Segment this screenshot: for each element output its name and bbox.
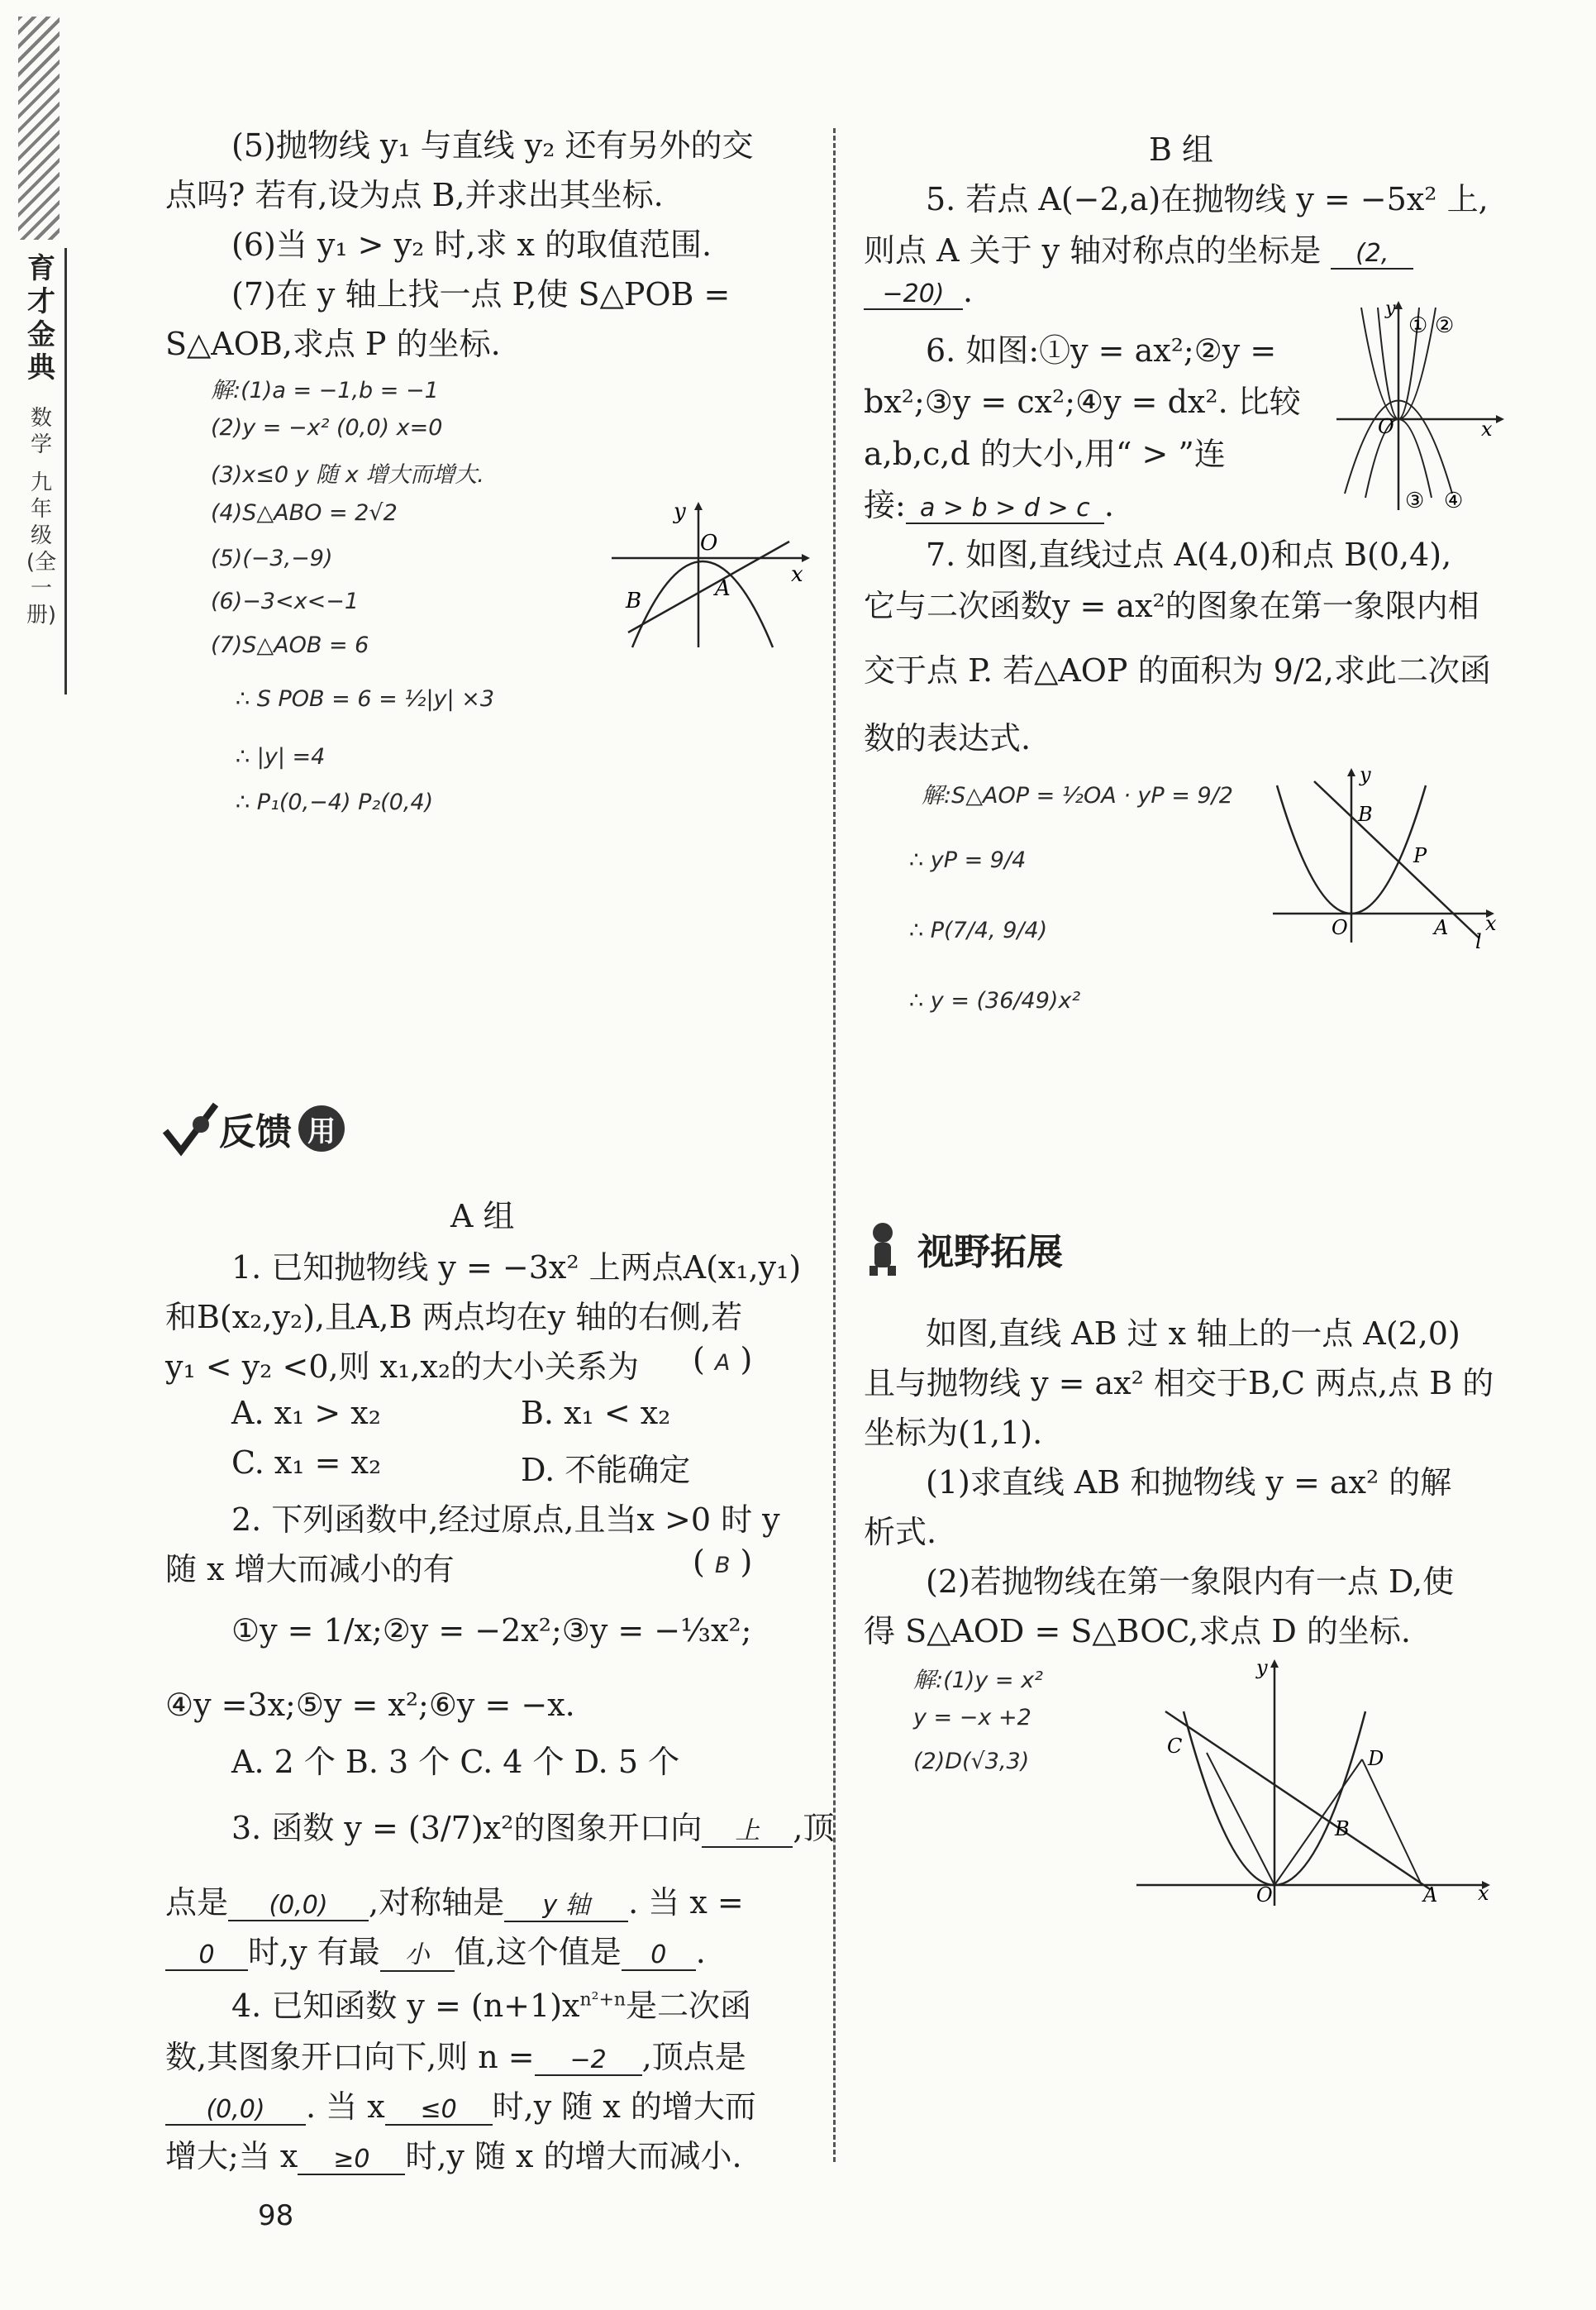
expand-line1: 如图,直线 AB 过 x 轴上的一点 A(2,0) [926,1315,1460,1352]
svg-text:A: A [1423,1883,1438,1907]
graph-expand [1132,1654,1504,1910]
graph-label-a: A [715,576,731,601]
page-number: 98 [258,2199,294,2232]
svg-text:④: ④ [1444,489,1464,513]
svg-text:①: ① [1408,313,1428,338]
a-q3-answer-1: 上 [702,1810,793,1848]
b-q5-line2: 则点 A 关于 y 轴对称点的坐标是 (2, [864,225,1413,270]
a-q4-line4: 增大;当 x ≥0 时,y 随 x 的增大而减小. [165,2138,742,2174]
a-q2-funcs-line2: ④y =3x;⑤y = x²;⑥y = −x. [165,1687,575,1723]
a-q4-answer-3: ≤0 [385,2095,493,2126]
a-q3-line3: 0 时,y 有最 小 值,这个值是 0 . [165,1926,706,1972]
b-q7-line2: 它与二次函数y = ax²的图象在第一象限内相 [864,588,1479,624]
svg-text:②: ② [1435,313,1455,338]
a-q3-answer-2: (0,0) [228,1891,369,1921]
a-q1-line2: 和B(x₂,y₂),且A,B 两点均在y 轴的右侧,若 [165,1299,743,1335]
a-q1-option-d: D. 不能确定 [521,1452,691,1488]
group-b-heading: B 组 [1149,131,1214,168]
sidebar [0,0,76,694]
column-divider [833,128,836,2162]
a-q3-answer-4: 0 [165,1940,248,1971]
q6-text: (6)当 y₁ > y₂ 时,求 x 的取值范围. [231,227,712,263]
a-q2-options: A. 2 个 B. 3 个 C. 4 个 D. 5 个 [231,1744,680,1780]
svg-text:O: O [1256,1883,1273,1907]
feedback-section-title: 反馈 用 [161,1100,345,1157]
a-q1-answer: ( A ) [693,1341,753,1377]
svg-text:x: x [1481,418,1493,441]
svg-text:l: l [1475,930,1482,951]
svg-text:B: B [1335,1817,1350,1840]
svg-text:y: y [1256,1656,1268,1679]
svg-text:A: A [1434,916,1449,939]
a-q1-option-a: A. x₁ > x₂ [231,1395,381,1431]
expand-line4: (1)求直线 AB 和抛物线 y = ax² 的解 [926,1464,1452,1501]
expand-line5: 析式. [864,1514,937,1550]
b-q5-line3: −20) . [864,273,973,310]
svg-text:D: D [1368,1747,1384,1770]
a-q1-line1: 1. 已知抛物线 y = −3x² 上两点A(x₁,y₁) [231,1249,802,1286]
sidebar-brand: 育 才 金 典 [27,252,55,384]
graph-label-y: y [674,500,686,524]
a-q2-answer: ( B ) [693,1544,753,1580]
b-q7-line3: 交于点 P. 若△AOP 的面积为 9/2,求此二次函 [864,652,1491,689]
b-q7-line1: 7. 如图,直线过点 A(4,0)和点 B(0,4), [926,537,1452,573]
a-q1-option-c: C. x₁ = x₂ [231,1444,382,1481]
a-q3-answer-5: 小 [380,1934,455,1972]
check-figure-icon [161,1100,219,1157]
sidebar-hatch-decoration [18,17,60,240]
figure-icon [860,1219,917,1277]
graph-label-x: x [791,562,803,587]
a-q4-answer-2: (0,0) [165,2095,306,2126]
svg-text:C: C [1167,1735,1183,1758]
graph-parabola-line [607,500,810,649]
b-q5-answer-part1: (2, [1331,239,1413,270]
a-q4-line2: 数,其图象开口向下,则 n = −2 ,顶点是 [165,2039,746,2075]
a-q4-answer-4: ≥0 [298,2145,405,2175]
expand-line7: 得 S△AOD = S△BOC,求点 D 的坐标. [864,1613,1411,1649]
b-q5-line1: 5. 若点 A(−2,a)在抛物线 y = −5x² 上, [926,181,1489,217]
feedback-badge: 用 [298,1105,345,1152]
a-q2-funcs-line1: ①y = 1/x;②y = −2x²;③y = −⅓x²; [231,1612,752,1649]
expand-section-title: 视野拓展 [860,1219,1063,1277]
a-q1-line3: y₁ < y₂ <0,则 x₁,x₂的大小关系为 [165,1348,640,1385]
sidebar-rule [64,248,67,694]
sidebar-meta: 数 学 九 年 级 (全 一 册) [26,406,57,628]
svg-text:y: y [1385,299,1396,319]
svg-text:x: x [1485,912,1497,935]
graph-four-parabolas [1332,299,1506,514]
b-q6-answer: a > b > d > c [906,494,1104,524]
a-q3-answer-6: 0 [622,1940,696,1971]
b-q5-answer-part2: −20) [864,279,963,310]
graph-label-b: B [626,589,642,613]
q5-line1: (5)抛物线 y₁ 与直线 y₂ 还有另外的交 [231,127,754,164]
b-q6-line2: bx²;③y = cx²;④y = dx². 比较 [864,384,1301,420]
b-q7-line4: 数的表达式. [864,720,1031,756]
b-q6-line3: a,b,c,d 的大小,用“ > ”连 [864,436,1226,472]
svg-text:B: B [1358,803,1373,826]
a-q4-line3: (0,0) . 当 x ≤0 时,y 随 x 的增大而 [165,2081,756,2126]
a-q1-option-b: B. x₁ < x₂ [521,1395,671,1431]
svg-text:O: O [1378,415,1394,438]
expand-line6: (2)若抛物线在第一象限内有一点 D,使 [926,1563,1455,1600]
a-q3-answer-3: y 轴 [504,1884,628,1922]
q5-line2: 点吗? 若有,设为点 B,并求出其坐标. [165,177,664,213]
q7-line1: (7)在 y 轴上找一点 P,使 S△POB = [231,276,731,313]
a-q3-line1: 3. 函数 y = (3/7)x²的图象开口向 上 ,顶 [231,1810,835,1846]
a-q4-answer-1: −2 [535,2045,642,2076]
group-a-heading: A 组 [450,1198,515,1234]
graph-label-o: O [700,531,718,556]
svg-text:y: y [1360,765,1371,786]
svg-text:P: P [1413,844,1427,867]
svg-text:③: ③ [1405,489,1425,513]
svg-text:O: O [1332,916,1348,939]
a-q2-line1: 2. 下列函数中,经过原点,且当x >0 时 y [231,1501,780,1538]
b-q6-line4: 接: a > b > d > c . [864,487,1114,523]
expand-line2: 且与抛物线 y = ax² 相交于B,C 两点,点 B 的 [864,1365,1494,1401]
expand-line3: 坐标为(1,1). [864,1415,1043,1451]
a-q4-line1: 4. 已知函数 $y = (n+1)x^{n^2+n}$是二次函 [231,1988,752,2024]
graph-line-parabola-p [1269,765,1500,951]
a-q3-line2: 点是 (0,0) ,对称轴是 y 轴 . 当 x = [165,1884,744,1921]
q7-line2: S△AOB,求点 P 的坐标. [165,326,501,362]
svg-text:x: x [1478,1882,1489,1905]
b-q6-line1: 6. 如图:①y = ax²;②y = [926,332,1277,369]
a-q2-line2: 随 x 增大而减小的有 [165,1551,455,1587]
